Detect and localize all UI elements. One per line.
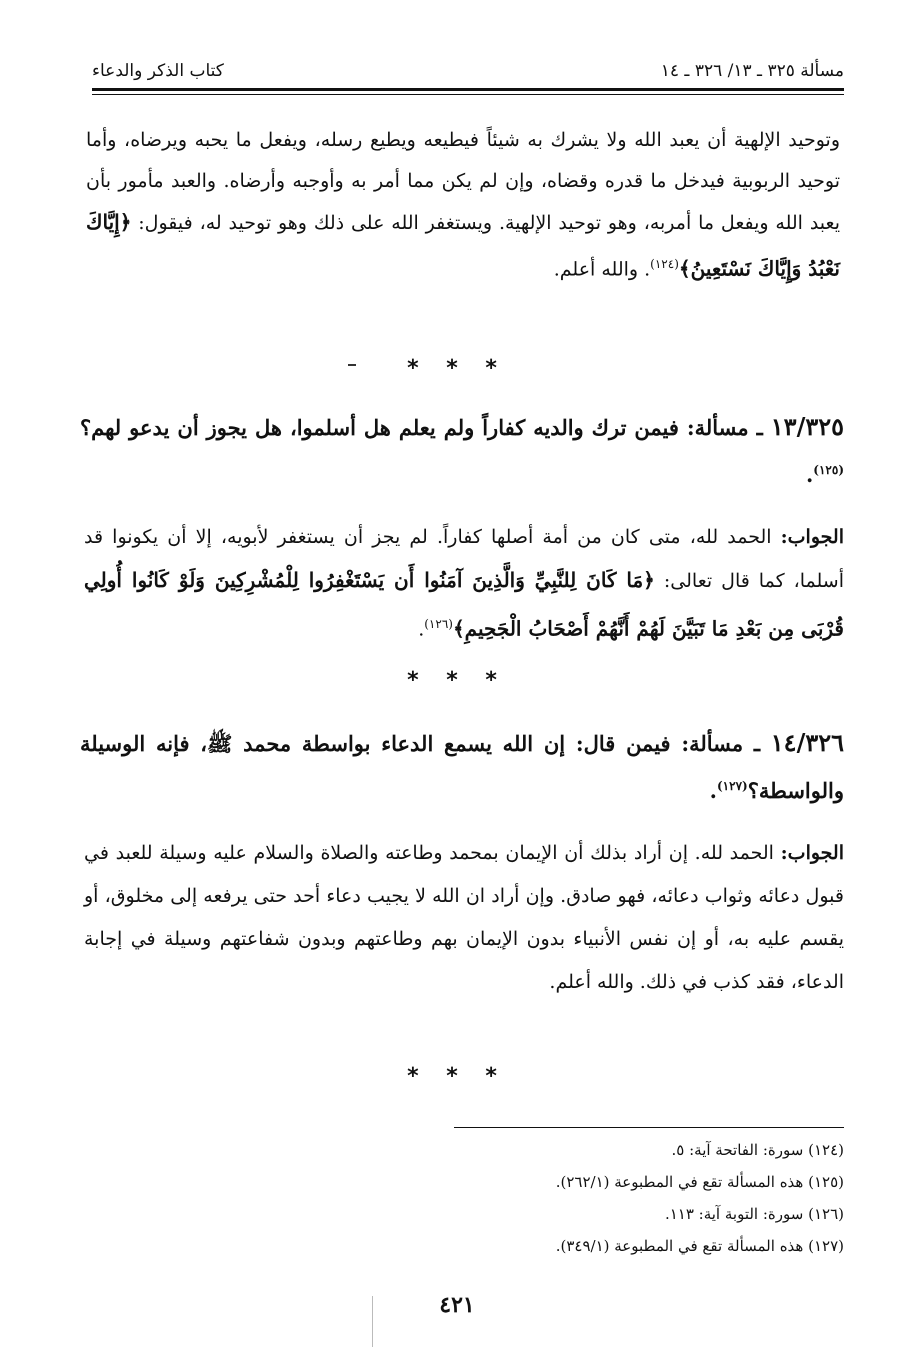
footnote-ref-124: (١٢٤) — [650, 257, 679, 271]
header-rule-thin — [92, 94, 844, 95]
answer-paragraph-1 — [84, 516, 844, 651]
question-end: . — [805, 462, 814, 487]
question-heading-1 — [80, 406, 844, 496]
answer-end: . — [418, 618, 425, 641]
question-label: ـ مسألة: — [686, 415, 763, 440]
question-number: ١٣/٣٢٥ — [770, 412, 844, 441]
header-chapter-title: كتاب الذكر والدعاء — [92, 61, 224, 81]
header-rule-thick — [92, 88, 844, 91]
question-end: . — [709, 778, 717, 803]
answer-quran-verse: ﴿مَا كَانَ لِلنَّبِيِّ وَالَّذِينَ آمَنُوا أَن يَسْتَغْفِرُوا لِلْمُشْرِكِينَ وَلَوْ كَانُوا أُولِي قُرْبَى مِن بَعْدِ مَا تَبَيَّنَ لَهُمْ أَنَّهُمْ أَصْحَابُ الْجَحِيمِ﴾ — [84, 568, 844, 641]
question-text: فيمن ترك والديه كفاراً ولم يعلم هل أسلموا، هل يجوز أن يدعو لهم؟ — [80, 415, 679, 440]
opening-text: وتوحيد الإلهية أن يعبد الله ولا يشرك به شيئاً فيطيعه ويطيع رسله، ويفعل ما يحبه ويرضاه، وأما توحيد الربوبية فيدخل ما قدره وقضاه، وإن لم يكن مما أمر به وأوجبه وأرضاه. والعبد مأمور بأن يعبد الله ويفعل ما أمربه، وهو توحيد الإلهية. ويستغفر الله على ذلك وهو توحيد له، فيقول: — [86, 129, 840, 234]
answer-text: الحمد لله، متى كان من أمة أصلها كفاراً. لم يجز أن يستغفر لأبويه، إلا أن يكونوا قد أسلما، كما قال تعالى: — [84, 526, 844, 592]
footnote-ref-126: (١٢٦) — [424, 617, 453, 631]
footnote-ref-125: (١٢٥) — [813, 463, 844, 477]
question-text: فيمن قال: إن الله يسمع الدعاء بواسطة محمد ﷺ، فإنه الوسيلة والواسطة؟ — [80, 731, 844, 803]
section-separator: * * * — [407, 668, 507, 693]
footnote-127: (١٢٧) هذه المسألة تقع في المطبوعة (٣٤٩/١). — [555, 1237, 844, 1255]
answer-lead: الجواب: — [780, 526, 844, 548]
footnote-125: (١٢٥) هذه المسألة تقع في المطبوعة (٢٦٢/١). — [555, 1173, 844, 1191]
answer-lead: الجواب: — [780, 842, 844, 864]
header-issue-range: مسألة ٣٢٥ ـ ١٣/ ٣٢٦ ـ ١٤ — [660, 61, 844, 81]
question-heading-2 — [80, 722, 844, 812]
footnote-divider — [454, 1127, 844, 1128]
section-separator: * * * — [407, 1064, 507, 1089]
footnotes — [300, 1134, 844, 1262]
answer-text: الحمد لله. إن أراد بذلك أن الإيمان بمحمد وطاعته والصلاة والسلام عليه وسيلة للعبد في قبول دعائه وثواب دعائه، فهو صادق. وإن أراد ان الله لا يجيب دعاء أحد حتى يرفعه إلى مخلوق، أو يقسم عليه به، أو إن نفس الأنبياء بدون الإيمان بهم وطاعتهم وبدون شفاعتهم وسيلة في إجابة الدعاء، فقد كذب في ذلك. والله أعلم. — [84, 842, 844, 993]
question-number: ١٤/٣٢٦ — [770, 728, 844, 757]
footnote-126: (١٢٦) سورة: التوبة آية: ١١٣. — [664, 1205, 844, 1223]
opening-quran-verse: ﴿إِيَّاكَ نَعْبُدُ وَإِيَّاكَ نَسْتَعِينُ﴾ — [86, 210, 840, 281]
opening-paragraph — [86, 120, 840, 290]
section-separator: * * * — [407, 356, 507, 381]
question-label: ـ مسألة: — [681, 731, 761, 756]
footnote-124: (١٢٤) سورة: الفاتحة آية: ٥. — [671, 1141, 844, 1159]
opening-closing: . والله أعلم. — [553, 258, 651, 281]
footnote-ref-127: (١٢٧) — [716, 779, 748, 793]
running-header — [92, 56, 844, 86]
page-number: ٤٢١ — [439, 1292, 475, 1318]
answer-paragraph-2 — [84, 832, 844, 1004]
